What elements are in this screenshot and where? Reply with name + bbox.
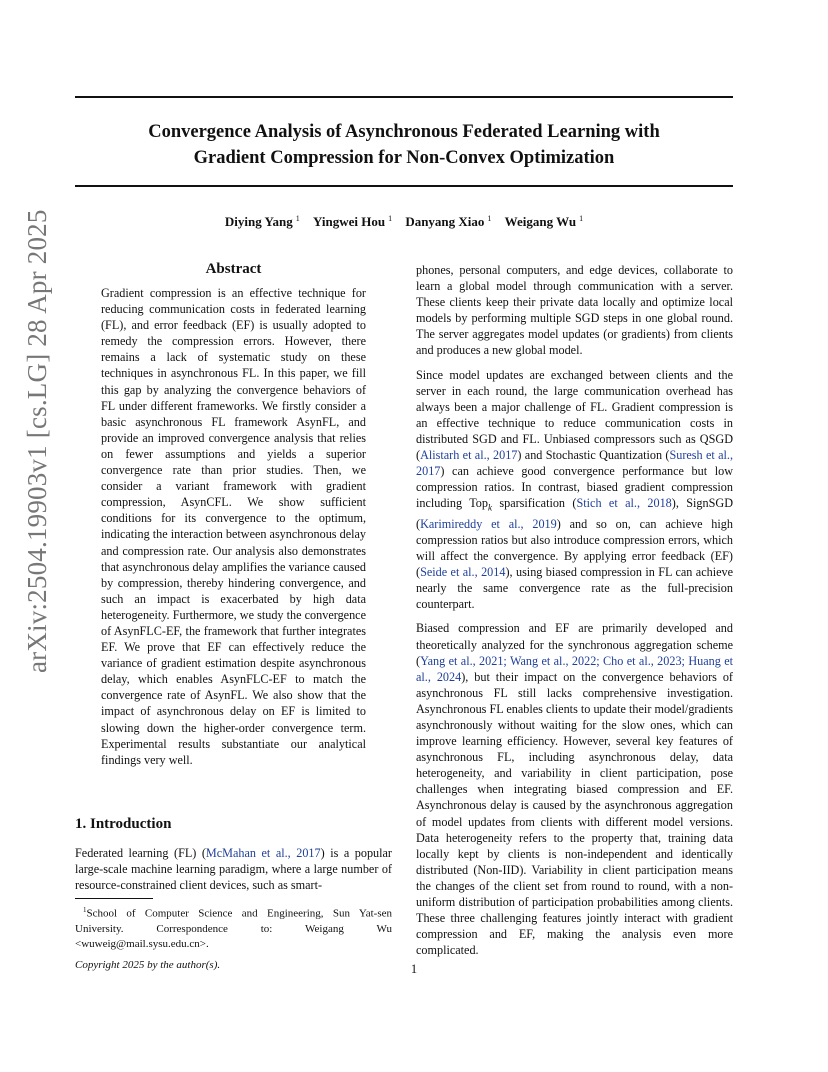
section-heading-introduction: 1. Introduction — [75, 816, 172, 832]
page-number: 1 — [410, 962, 418, 976]
citation-link[interactable]: Yang et al., 2021; Wang et al., 2022; Cho et al., 2023; Huang et al., 2024 — [416, 653, 733, 684]
text-run: ) and Stochastic Quantization ( — [517, 448, 670, 463]
paragraph — [416, 620, 733, 958]
footnote-rule — [75, 898, 153, 899]
author-affiliation: 1 — [388, 214, 393, 223]
author — [505, 214, 583, 229]
title-line-2: Gradient Compression for Non-Convex Optimization — [193, 148, 615, 168]
author — [313, 214, 392, 229]
intro-paragraph — [75, 845, 392, 893]
citation-link[interactable]: Seide et al., 2014 — [420, 565, 506, 580]
text-run: ), using biased compression in FL can achieve nearly the same convergence rate as the full-precision counterpart. — [416, 565, 733, 612]
abstract-text: Gradient compression is an effective technique for reducing communication costs in federated learning (FL), and error feedback (EF) is usually adopted to remedy the compression errors. However, there remains a lack of systematic study on these techniques in asynchronous FL. In this paper, we fill this gap by analyzing the convergence behaviors of FL under different frameworks. We firstly consider a basic asynchronous FL framework AsynFL, and provide an improved convergence analysis that relies on fewer assumptions and yields a superior convergence rate than prior studies. Then, we consider a variant framework with gradient compression, AsynCFL. We show sufficient conditions for its convergence to the optimum, indicating the interaction between asynchronous delay and compression rate. Our analysis also demonstrates that asynchronous delay amplifies the variance caused by compression, thereby hindering convergence, and such an impact is exacerbated by high data heterogeneity. Furthermore, we study the convergence of AsynFLC-EF, the framework that further integrates EF. We prove that EF can effectively reduce the variance of gradient estimation despite asynchronous delay, which enables AsynFLC-EF to match the convergence rate of AsynFL. We also show that the impact of asynchronous delay on EF is limited to slowing down the higher-order convergence term. Experimental results substantiate our analytical findings very well. — [101, 286, 366, 767]
text-run: ) can achieve good convergence performance but low compression ratios. In contrast, biased gradient compression including Top — [416, 464, 733, 511]
text-run: ) is a popular large-scale machine learning paradigm, where a large number of resource-constrained client devices, such as smart- — [75, 846, 392, 893]
citation-link[interactable]: Stich et al., 2018 — [576, 496, 672, 511]
text-run: Biased compression and EF are primarily developed and theoretically analyzed for the synchronous aggregation scheme ( — [416, 621, 733, 668]
arxiv-stamp: arXiv:2504.19903v1 [cs.LG] 28 Apr 2025 — [22, 209, 52, 673]
author-affiliation: 1 — [295, 214, 300, 223]
text-run: sparsification ( — [491, 496, 577, 511]
title-bottom-rule — [75, 185, 733, 187]
title-top-rule — [75, 96, 733, 98]
author-name: Weigang Wu — [504, 214, 577, 230]
text-run: Federated learning (FL) ( — [75, 846, 206, 860]
right-column — [416, 262, 733, 966]
citation-link[interactable]: McMahan et al., 2017 — [205, 846, 321, 860]
author — [405, 214, 491, 229]
author-name: Danyang Xiao — [405, 214, 485, 230]
abstract-heading: Abstract — [205, 261, 262, 277]
paper-title — [75, 119, 733, 171]
author-affiliation: 1 — [579, 214, 584, 223]
paragraph: phones, personal computers, and edge devices, collaborate to learn a global model through communication with a server. These clients keep their private data locally and optimize local models by performing multiple SGD steps in one global round. The server aggregates model updates (or gradients) from clients and produces a new global model. — [416, 263, 733, 358]
title-line-1: Convergence Analysis of Asynchronous Federated Learning with — [148, 122, 660, 142]
author-name: Yingwei Hou — [312, 214, 386, 230]
author-name: Diying Yang — [224, 214, 293, 230]
copyright-notice: Copyright 2025 by the author(s). — [75, 959, 221, 971]
footnote — [75, 903, 392, 952]
footnote-mark: 1 — [83, 906, 87, 914]
text-run: Since model updates are exchanged between clients and the server in each round, the large communication overhead has always been a major challenge of FL. Gradient compression is an effective technique to reduce communication costs in distributed SGD and FL. Unbiased compressors such as QSGD ( — [416, 367, 733, 463]
citation-link[interactable]: Alistarh et al., 2017 — [420, 448, 518, 463]
text-run: ), but their impact on the convergence behaviors of asynchronous FL still lacks comprehensive investigation. Asynchronous FL enables clients to update their model/gradients asynchronously without waiting for the slow ones, which can improve learning efficiency. However, several key features of asynchronous FL, including asynchronous delay, data heterogeneity, and variability in client participation, pose challenges when integrating biased compression and EF. Asynchronous delay is caused by the asynchronous aggregation of model updates from clients with different model versions. Data heterogeneity refers to the property that, training data locally kept by clients is non-independent and identically distributed (Non-IID). Variability in client participation means the changes of the client set from round to round, with a non-uniform distribution of participation probabilities among clients. These three challenging features jointly interact with gradient compression and EF, making the analysis even more complicated. — [416, 669, 733, 958]
text-run: ) and so on, can achieve high compression ratios but also introduce compression errors, which will affect the convergence. By applying error feedback (EF) ( — [416, 516, 733, 580]
citation-link[interactable]: Suresh et al., 2017 — [416, 448, 733, 479]
author — [225, 214, 300, 229]
paragraph — [416, 367, 733, 613]
subscript: k — [487, 502, 492, 513]
author-affiliation: 1 — [487, 214, 492, 223]
author-list — [75, 214, 733, 230]
footnote-text: School of Computer Science and Engineering, Sun Yat-sen University. Correspondence to: Weigang Wu <wuweig@mail.sysu.edu.cn>. — [75, 907, 392, 950]
citation-link[interactable]: Karimireddy et al., 2019 — [420, 516, 557, 531]
text-run: ), SignSGD ( — [416, 496, 733, 531]
